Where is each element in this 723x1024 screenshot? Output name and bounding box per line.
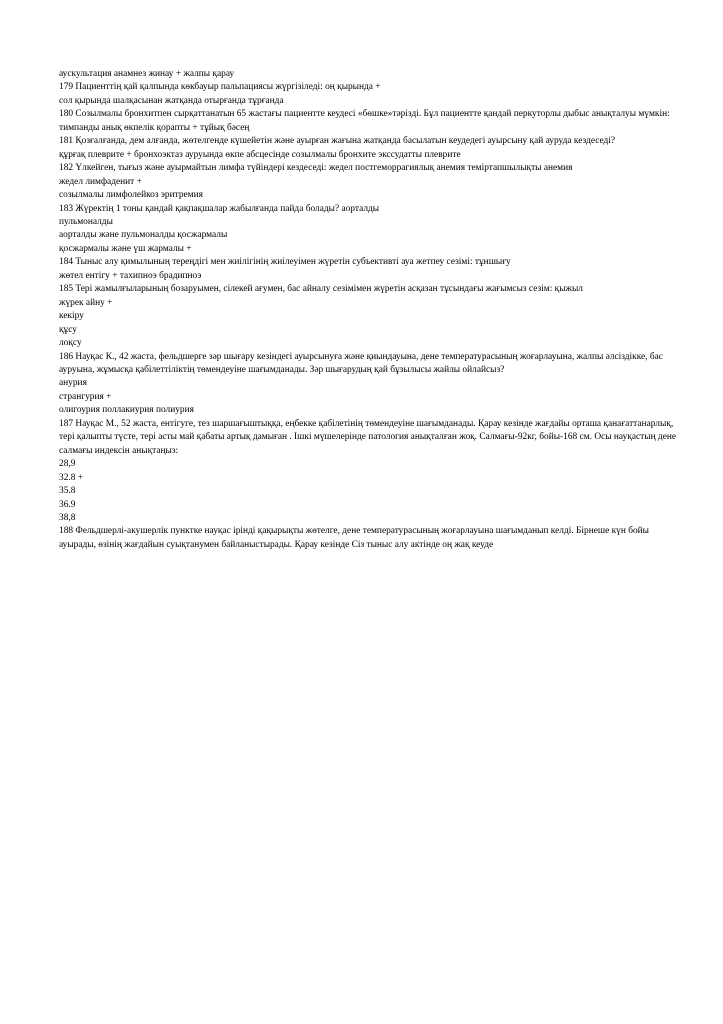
answer-line: аорталды және пульмоналды қосжармалы [59,230,228,241]
answer-line: странгурия + [59,391,112,402]
question-183: 183 Жүректің 1 тоны қандай қақпақшалар жабылғанда пайда болады? аорталды [59,203,380,214]
text-line: аускультация анамнез жинау + жалпы қарау [59,69,235,79]
answer-line: тимпанды анық өкпелік қорапты + тұйық бәсең [59,122,250,133]
answer-line: 35.8 [59,486,76,497]
answer-line: құсу [59,324,77,335]
answer-line: созылмалы лимфолейкоз эритремия [59,190,203,201]
question-179: 179 Пациенттің қай қалпында көкбауыр пальпациясы жүргізіледі: оң қырында + [59,82,381,93]
answer-line: олигоурия поллакиурия полиурия [59,405,194,416]
question-188: 188 Фельдшерлі-акушерлік пунктке науқас ірінді қақырықты жөтелге, дене температурасының жоғарлауына шағымданып келді. Бірнеше күн бойы ауырады, өзінің жағдайын суықтанумен байланыстырады. Қарау кезінде Сіз тыныс алу актінде оң жақ кеуде [59,526,649,550]
answer-line: лоқсу [59,338,82,349]
answer-line: жедел лимфаденит + [59,176,142,187]
text-line: сол қырында шалқасынан жатқанда отырғанда тұрғанда [59,95,284,106]
question-181: 181 Қозғалғанда, дем алғанда, жөтелгенде күшейетін және ауырған жағына жатқанда басылатын кеудедегі ауырсыну қай ауруда кездеседі? [59,136,616,147]
document-page [59,68,679,552]
answer-line: 36.9 [59,499,76,510]
answer-line: пульмоналды [59,216,113,227]
answer-line: кекіру [59,311,84,322]
answer-line: анурия [59,378,87,389]
answer-line: жөтел ентігу + тахипноэ брадипноэ [59,270,202,281]
answer-line: жүрек айну + [59,297,113,308]
answer-line: 28,9 [59,459,76,470]
answer-line: 38,8 [59,512,76,523]
question-187: 187 Науқас М., 52 жаста, ентігуге, тез шаршағыштыққа, еңбекке қабілетінің төмендеуіне шағымданады. Қарау кезінде жағдайы орташа қанағаттанарлық, тері қалыпты түсте, тері асты май қабаты артық дамыған . Ішкі мүшелерінде патология анықталған жоқ. Салмағы-92кг, бойы-168 см. Осы науқастың дене салмағы индексін анықтаңыз: [59,418,677,456]
question-182: 182 Үлкейген, тығыз және ауырмайтын лимфа түйіндері кездеседі: жедел постгеморрагиялық анемия теміртапшылықты анемия [59,163,573,174]
answer-line: қосжармалы және үш жармалы + [59,243,192,254]
question-180: 180 Созылмалы бронхитпен сырқаттанатын 65 жастағы пациентте кеудесі «бөшке»тәрізді. Бұл пациентте қандай перкуторлы дыбыс анықталуы мүмкін: [59,109,670,120]
question-185: 185 Тері жамылғыларының бозаруымен, сілекей ағумен, бас айналу сезімімен жүретін асқазан тұсындағы жағымсыз сезім: қыжыл [59,284,583,295]
answer-line: 32.8 + [59,472,84,483]
question-186: 186 Науқас К., 42 жаста, фельдшерге зәр шығару кезіндегі ауырсынуға және қиындауына, дене температурасының жоғарлауына, жалпы әлсіздікке, бас ауруына, жұмысқа қабілеттіліктің төмендеуіне шағымданады. Зәр шығарудың қай бұзылысы жайлы ойлайсыз? [59,351,663,375]
answer-line: құрғақ плеврите + бронхоэктаз ауруында өкпе абсцесінде созылмалы бронхите экссудатты плеврите [59,149,461,160]
question-184: 184 Тыныс алу қимылының тереңдігі мен жиілігінің жиілеуімен жүретін субъективті ауа жетпеу сезімі: тұншығу [59,257,511,268]
